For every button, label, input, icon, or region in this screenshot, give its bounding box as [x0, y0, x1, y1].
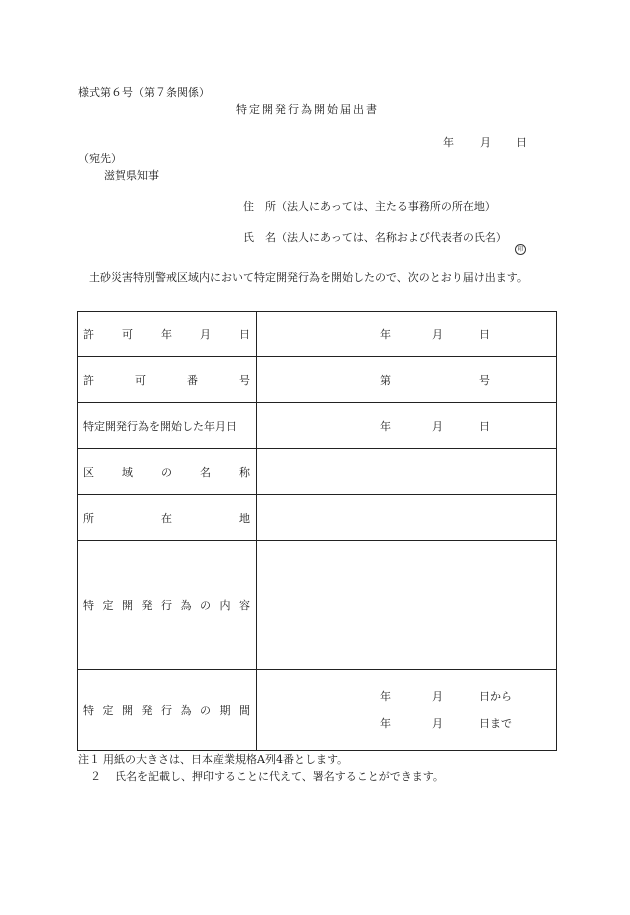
period-label: 特 定 開 発 行 為 の 期 間 — [78, 670, 257, 751]
start-date-value[interactable]: 年 月 日 — [257, 403, 557, 449]
date-year: 年 — [443, 136, 454, 149]
addressee-name: 滋賀県知事 — [104, 169, 159, 182]
permit-date-value[interactable]: 年 月 日 — [257, 312, 557, 357]
applicant-address-line — [243, 198, 496, 214]
location-label: 所 在 地 — [78, 495, 257, 541]
name-label: 氏 名 — [243, 231, 276, 244]
period-value[interactable] — [257, 670, 557, 751]
submission-date — [443, 134, 527, 150]
start-date-label: 特定開発行為を開始した年月日 — [78, 403, 257, 449]
row-location — [78, 495, 557, 541]
location-value[interactable] — [257, 495, 557, 541]
area-name-value[interactable] — [257, 449, 557, 495]
row-area-name — [78, 449, 557, 495]
period-from: 年 月 日から — [380, 690, 512, 703]
period-to: 年 月 日まで — [380, 717, 512, 730]
form-number: 様式第６号（第７条関係） — [78, 86, 210, 99]
footnote-1: 注１ 用紙の大きさは、日本産業規格A列4番とします。 — [78, 753, 349, 766]
permit-number-label: 許 可 番 号 — [78, 357, 257, 403]
row-content — [78, 541, 557, 670]
footnote-2: ２ 氏名を記載し、押印することに代えて、署名することができます。 — [90, 770, 444, 783]
date-day: 日 — [516, 136, 527, 149]
row-start-date — [78, 403, 557, 449]
name-note: （法人にあっては、名称および代表者の氏名） — [276, 231, 507, 244]
footnotes — [78, 751, 444, 785]
seal-mark: 印 — [515, 244, 526, 255]
fields-table — [77, 311, 557, 751]
content-value[interactable] — [257, 541, 557, 670]
address-label: 住 所 — [243, 200, 276, 213]
addressee-label: （宛先） — [78, 152, 122, 165]
date-month: 月 — [480, 136, 491, 149]
address-note: （法人にあっては、主たる事務所の所在地） — [276, 200, 496, 213]
permit-number-value[interactable]: 第 号 — [257, 357, 557, 403]
row-permit-number — [78, 357, 557, 403]
permit-date-label: 許 可 年 月 日 — [78, 312, 257, 357]
row-period — [78, 670, 557, 751]
applicant-name-line — [243, 229, 507, 245]
row-permit-date — [78, 312, 557, 357]
content-label: 特 定 開 発 行 為 の 内 容 — [78, 541, 257, 670]
area-name-label: 区 域 の 名 称 — [78, 449, 257, 495]
document-title: 特定開発行為開始届出書 — [236, 103, 379, 116]
notice-text: 土砂災害特別警戒区域内において特定開発行為を開始したので、次のとおり届け出ます。 — [89, 271, 528, 284]
